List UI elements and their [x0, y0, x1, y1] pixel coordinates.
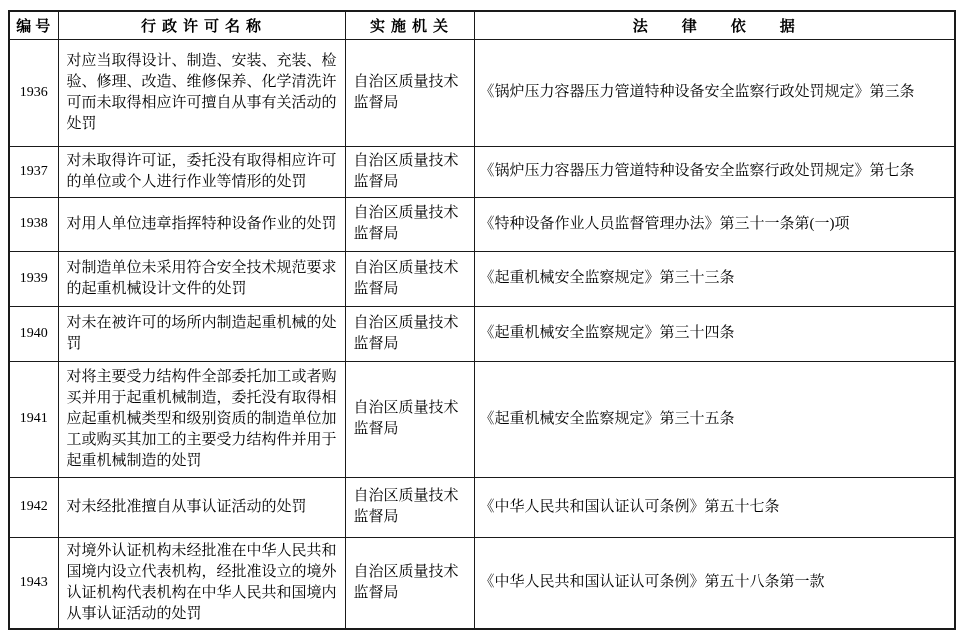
cell-id: 1943 [9, 537, 58, 629]
cell-agency: 自治区质量技术监督局 [345, 146, 474, 197]
cell-id: 1937 [9, 146, 58, 197]
cell-law: 《锅炉压力容器压力管道特种设备安全监察行政处罚规定》第七条 [474, 146, 955, 197]
cell-agency: 自治区质量技术监督局 [345, 477, 474, 537]
table-row [9, 477, 955, 537]
cell-law: 《中华人民共和国认证认可条例》第五十七条 [474, 477, 955, 537]
cell-id: 1936 [9, 39, 58, 146]
header-id: 编号 [9, 11, 58, 39]
table-row [9, 306, 955, 361]
table-row [9, 537, 955, 629]
cell-law: 《中华人民共和国认证认可条例》第五十八条第一款 [474, 537, 955, 629]
cell-law: 《锅炉压力容器压力管道特种设备安全监察行政处罚规定》第三条 [474, 39, 955, 146]
cell-name: 对未经批准擅自从事认证活动的处罚 [58, 477, 345, 537]
cell-name: 对未在被许可的场所内制造起重机械的处罚 [58, 306, 345, 361]
cell-id: 1941 [9, 361, 58, 477]
table-header-row [9, 11, 955, 39]
table-row [9, 361, 955, 477]
table-row [9, 251, 955, 306]
cell-name: 对制造单位未采用符合安全技术规范要求的起重机械设计文件的处罚 [58, 251, 345, 306]
administrative-permit-table [8, 10, 956, 630]
cell-law: 《起重机械安全监察规定》第三十三条 [474, 251, 955, 306]
header-law: 法律依据 [474, 11, 955, 39]
cell-law: 《起重机械安全监察规定》第三十五条 [474, 361, 955, 477]
cell-agency: 自治区质量技术监督局 [345, 537, 474, 629]
cell-name: 对应当取得设计、制造、安装、充装、检验、修理、改造、维修保养、化学清洗许可而未取得相应许可擅自从事有关活动的处罚 [58, 39, 345, 146]
cell-agency: 自治区质量技术监督局 [345, 306, 474, 361]
cell-law: 《特种设备作业人员监督管理办法》第三十一条第(一)项 [474, 197, 955, 251]
header-name: 行政许可名称 [58, 11, 345, 39]
cell-id: 1939 [9, 251, 58, 306]
cell-name: 对将主要受力结构件全部委托加工或者购买并用于起重机械制造，委托没有取得相应起重机械类型和级别资质的制造单位加工或购买其加工的主要受力结构件并用于起重机械制造的处罚 [58, 361, 345, 477]
cell-agency: 自治区质量技术监督局 [345, 361, 474, 477]
cell-name: 对用人单位违章指挥特种设备作业的处罚 [58, 197, 345, 251]
table-row [9, 146, 955, 197]
cell-name: 对未取得许可证，委托没有取得相应许可的单位或个人进行作业等情形的处罚 [58, 146, 345, 197]
table-row [9, 39, 955, 146]
cell-id: 1942 [9, 477, 58, 537]
cell-agency: 自治区质量技术监督局 [345, 251, 474, 306]
cell-id: 1938 [9, 197, 58, 251]
cell-agency: 自治区质量技术监督局 [345, 39, 474, 146]
header-agency: 实施机关 [345, 11, 474, 39]
cell-id: 1940 [9, 306, 58, 361]
table-row [9, 197, 955, 251]
cell-name: 对境外认证机构未经批准在中华人民共和国境内设立代表机构，经批准设立的境外认证机构代表机构在中华人民共和国境内从事认证活动的处罚 [58, 537, 345, 629]
cell-agency: 自治区质量技术监督局 [345, 197, 474, 251]
cell-law: 《起重机械安全监察规定》第三十四条 [474, 306, 955, 361]
